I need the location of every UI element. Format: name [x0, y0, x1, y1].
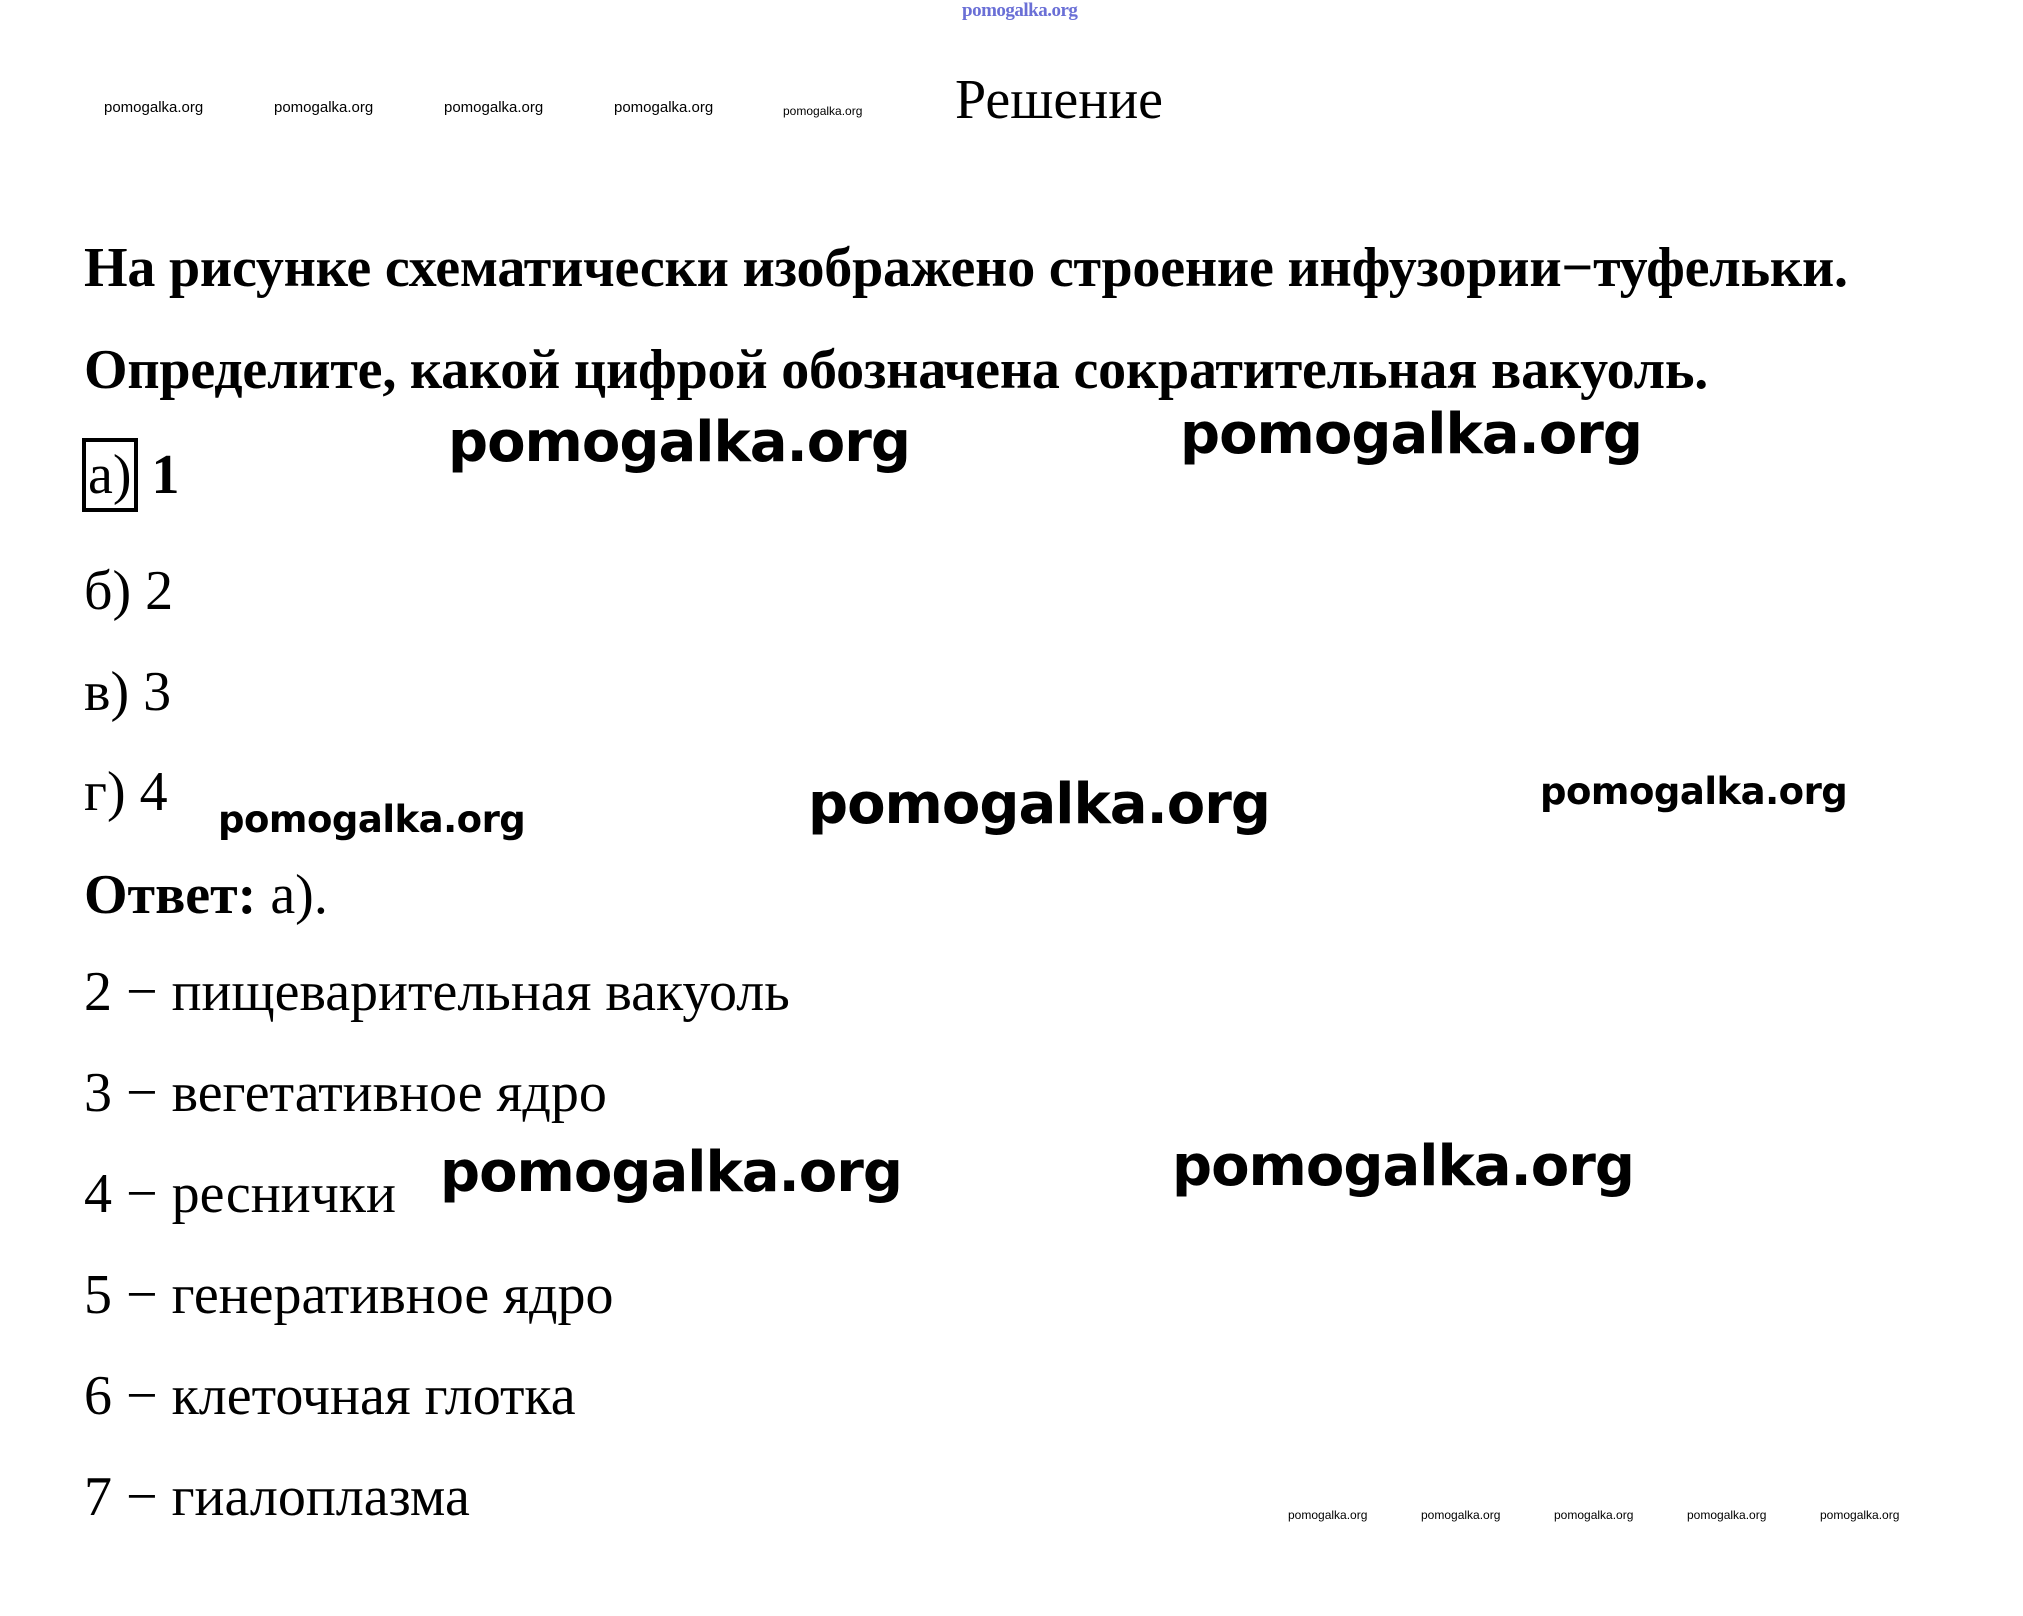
option-d-value: 4	[139, 761, 168, 823]
legend-item: 2 − пищеварительная вакуоль	[84, 961, 790, 1023]
option-b-value: 2	[145, 560, 174, 622]
option-c-value: 3	[143, 661, 172, 723]
legend-item: 5 − генеративное ядро	[84, 1264, 614, 1326]
watermark-small: pomogalka.org	[1288, 1508, 1368, 1522]
watermark-small: pomogalka.org	[783, 104, 863, 118]
option-b-letter: б)	[84, 560, 132, 622]
watermark-small: pomogalka.org	[274, 99, 374, 116]
legend-item: 6 − клеточная глотка	[84, 1365, 576, 1427]
watermark-small: pomogalka.org	[614, 99, 714, 116]
watermark-small: pomogalka.org	[1820, 1508, 1900, 1522]
watermark-big: pomogalka.org	[1172, 1134, 1634, 1199]
watermark-small: pomogalka.org	[1421, 1508, 1501, 1522]
watermark-big: pomogalka.org	[440, 1140, 902, 1205]
watermark-small: pomogalka.org	[1554, 1508, 1634, 1522]
option-c	[84, 660, 171, 724]
watermark-big: pomogalka.org	[1180, 402, 1642, 467]
answer-value: а).	[270, 864, 328, 926]
answer-label: Ответ:	[84, 864, 257, 926]
option-d-letter: г)	[84, 761, 126, 823]
watermark-mid: pomogalka.org	[1540, 770, 1848, 813]
watermark-small: pomogalka.org	[1687, 1508, 1767, 1522]
option-a-value: 1	[151, 444, 180, 506]
option-c-letter: в)	[84, 661, 130, 723]
top-watermark-link[interactable]: pomogalka.org	[962, 0, 1078, 21]
option-a-letter-selected: а)	[82, 438, 138, 512]
watermark-mid: pomogalka.org	[218, 798, 526, 841]
page-title: Решение	[955, 69, 1164, 131]
watermark-big: pomogalka.org	[448, 410, 910, 475]
watermark-big: pomogalka.org	[808, 772, 1270, 837]
watermark-small: pomogalka.org	[104, 99, 204, 116]
option-a	[82, 438, 180, 512]
legend-item: 7 − гиалоплазма	[84, 1466, 470, 1528]
watermark-small: pomogalka.org	[444, 99, 544, 116]
option-d	[84, 760, 168, 824]
answer	[84, 863, 328, 927]
legend-item: 4 − реснички	[84, 1163, 396, 1225]
question-line-2: Определите, какой цифрой обозначена сократительная вакуоль.	[84, 339, 1709, 401]
legend-item: 3 − вегетативное ядро	[84, 1062, 607, 1124]
question-line-1: На рисунке схематически изображено строение инфузории−туфельки.	[84, 237, 1848, 299]
option-b	[84, 559, 173, 623]
